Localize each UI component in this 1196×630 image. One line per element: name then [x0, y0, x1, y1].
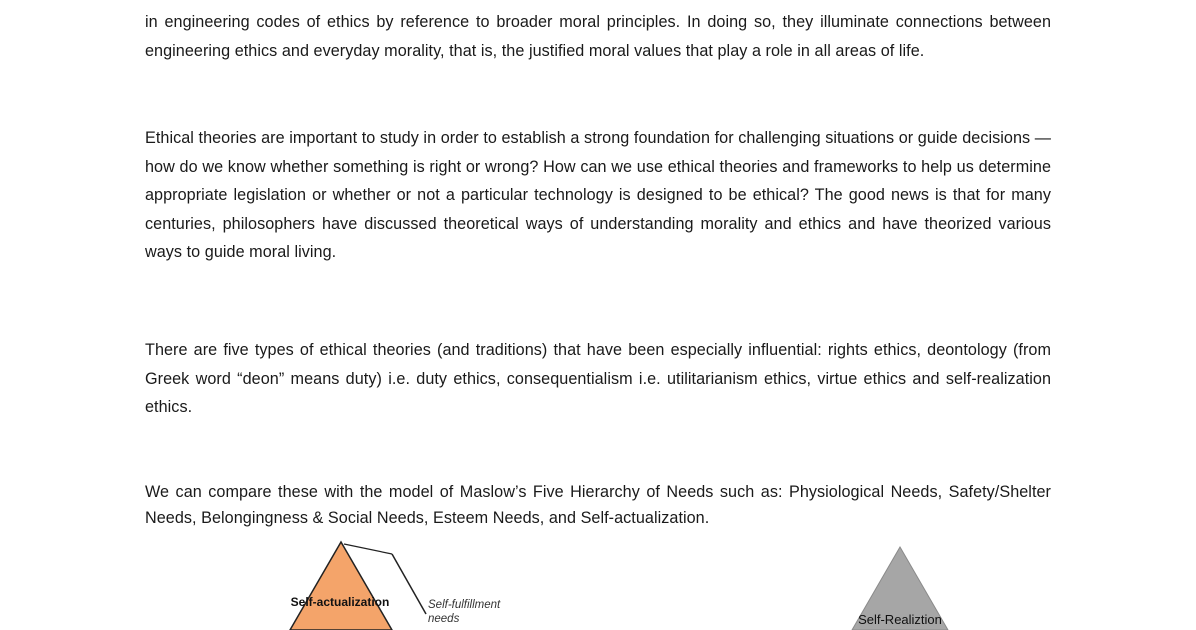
paragraph-2: Ethical theories are important to study in order to establish a strong foundation for challenging situations or guide decisions — how do we know whether something is right or wrong? How can we use ethical theories and frameworks to help us determine appropriate legislation or whether or not a particular technology is designed to be ethical? The good news is that for many centuries, philosophers have discussed theoretical ways of understanding morality and ethics and have theorized various ways to guide moral living.: [145, 129, 1051, 262]
paragraph-4: We can compare these with the model of Maslow’s Five Hierarchy of Needs such as: Physiological Needs, Safety/Shelter Needs, Belongingness & Social Needs, Esteem Needs, and Self-actualization.: [145, 483, 1051, 528]
maslow-side-label-line2: needs: [428, 613, 460, 625]
maslow-side-label-line1: Self-fulfillment: [428, 599, 501, 611]
maslow-side-label: [428, 598, 500, 626]
maslow-pyramid-top-tier: [290, 542, 392, 630]
maslow-top-label-text: Self-actualization: [290, 595, 390, 609]
maslow-top-label: [290, 596, 390, 609]
paragraph-3: There are five types of ethical theories (and traditions) that have been especially influential: rights ethics, deontology (from Greek word “deon” means duty) i.e. duty ethics, consequentialism i.e. utilitarianism ethics, virtue ethics and self-realization ethics.: [145, 341, 1051, 417]
maslow-connector-line-top: [344, 544, 392, 554]
ethics-top-label: Self-Realiztion: [858, 612, 942, 627]
maslow-connector-line: [392, 554, 426, 614]
maslow-pyramid-diagram: [240, 530, 560, 630]
paragraph-1: in engineering codes of ethics by reference to broader moral principles. In doing so, they illuminate connections between engineering ethics and everyday morality, that is, the justified moral values that play a role in all areas of life.: [145, 13, 1051, 60]
